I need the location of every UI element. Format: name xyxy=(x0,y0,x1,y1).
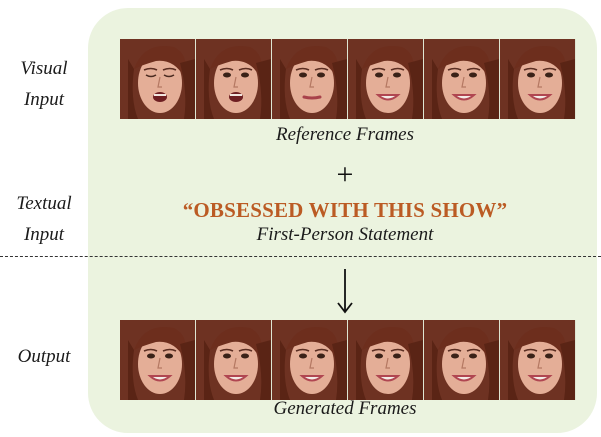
generated-frame-6 xyxy=(500,320,576,400)
reference-frame-6 xyxy=(500,39,576,119)
visual-input-label xyxy=(0,53,88,115)
generated-frame-2 xyxy=(196,320,272,400)
reference-frames-caption: Reference Frames xyxy=(275,124,415,145)
output-label: Output xyxy=(17,346,71,367)
reference-frame-1 xyxy=(120,39,196,119)
reference-frame-2 xyxy=(196,39,272,119)
separator-line xyxy=(0,256,601,257)
textual-label-line2: Input xyxy=(23,224,65,245)
generated-frames-strip xyxy=(120,320,576,400)
textual-label-line1: Textual xyxy=(16,193,72,214)
generated-frame-1 xyxy=(120,320,196,400)
statement-text: “OBSESSED WITH THIS SHOW” xyxy=(182,198,508,222)
reference-frame-3 xyxy=(272,39,348,119)
plus-symbol: + xyxy=(336,158,354,191)
reference-frame-5 xyxy=(424,39,500,119)
generated-frame-5 xyxy=(424,320,500,400)
statement-caption: First-Person Statement xyxy=(256,224,434,245)
visual-label-line1: Visual xyxy=(20,58,68,79)
generated-frame-4 xyxy=(348,320,424,400)
down-arrow-icon xyxy=(335,267,355,315)
reference-frames-strip xyxy=(120,39,576,119)
generated-frames-caption: Generated Frames xyxy=(273,398,417,419)
generated-frame-3 xyxy=(272,320,348,400)
visual-label-line2: Input xyxy=(23,89,65,110)
textual-input-label xyxy=(0,188,88,250)
reference-frame-4 xyxy=(348,39,424,119)
